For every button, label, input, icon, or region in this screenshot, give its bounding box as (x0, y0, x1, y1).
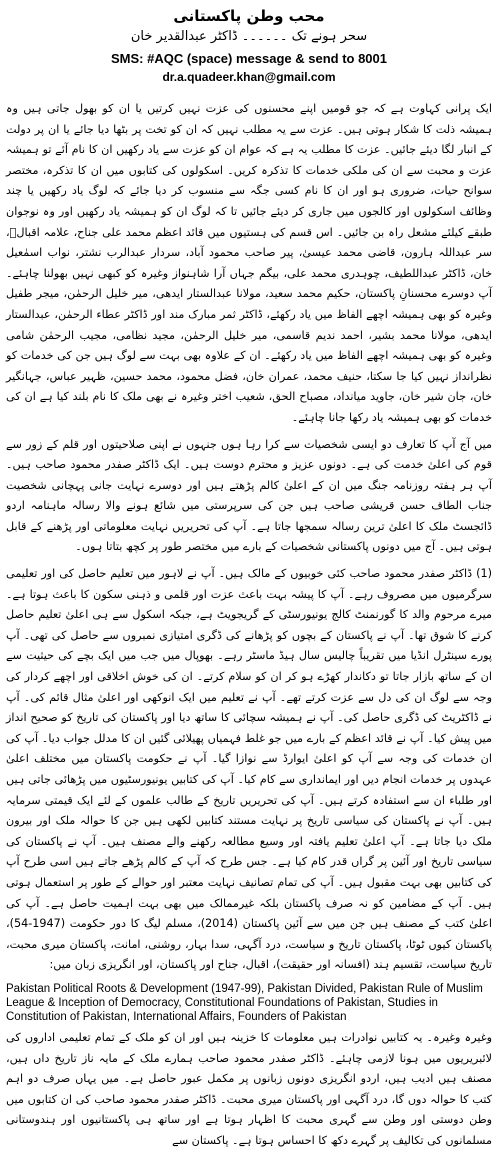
article-body (6, 99, 492, 976)
english-book-titles: Pakistan Political Roots & Development (1947-99), Pakistan Divided, Pakistan Rule of Muslim League & Inception of Democracy, Constitutional Foundations of Pakistan, Studies in Constitution of Pakistan, International Affairs, Founders of Pakistan (6, 982, 483, 1023)
article-paragraph: (1) ڈاکٹر صفدر محمود صاحب کئی خوبیوں کے مالک ہیں۔ آپ نے لاہور میں تعلیم حاصل کی اور تعلیمی سرگرمیوں میں مصروف رہے۔ آپ کا پیشہ بہت باعث عزت اور قلمی و ذہنی سکون کا باعث ہوتا ہے۔ میرے مرحوم والد کا گورنمنٹ کالج یونیورسٹی کے گریجویٹ ہے، جبکہ اسکول سے ہی اعلیٰ تعلیم حاصل کرنے کا شوق تھا۔ آپ نے پاکستان کے بچوں کو پڑھانے کی ڈگری امتیازی نمبروں سے حاصل کی تھی۔ آپ پورے سینٹرل انڈیا میں تقریباً چالیس سال ہیڈ ماسٹر رہے۔ بھوپال میں جب میں ایک بچے کی حیثیت سے ان کے ساتھ بازار جاتا تو دکاندار کھڑے ہو کر ان کو سلام کرتے۔ ان کی خوش اخلاقی اور اچھے کردار کی وجہ سے لوگ ان کی دل سے عزت کرتے تھے۔ آپ نے تعلیم میں ایک انوکھی اور اعلیٰ مثال قائم کی۔ آپ نے ڈاکٹریٹ کی ڈگری حاصل کی۔ آپ نے ہمیشہ سچائی کا ساتھ دیا اور پاکستان کی تاریخ کو صحیح انداز میں پیش کیا۔ آپ نے قائد اعظم کے بارے میں جو غلط فہمیاں پھیلائی گئیں ان کا مدلل جواب دیا۔ آپ کی ان خدمات کی وجہ سے آپ کو اعلیٰ ایوارڈ سے نوازا گیا۔ آپ نے حکومت پاکستان میں مختلف اعلیٰ عہدوں پر خدمات انجام دیں اور ایمانداری سے کام کیا۔ آپ کی کتابیں یونیورسٹیوں میں پڑھائی جاتی ہیں اور طلباء ان سے استفادہ کرتے ہیں۔ آپ کی تحریریں تاریخ کے طالب علموں کے لئے ایک قیمتی سرمایہ ہیں۔ آپ نے پاکستان کی سیاسی تاریخ پر نہایت مستند کتابیں لکھی ہیں جن کا حوالہ ملک اور بیرون ملک دیا جاتا ہے۔ آپ اعلیٰ تعلیم یافتہ اور وسیع مطالعہ رکھنے والے مصنف ہیں۔ آپ نے پاکستان کی سیاسی تاریخ اور آئین پر گراں قدر کام کیا ہے۔ جس طرح کہ آپ کے کالم پڑھے جاتے ہیں اسی طرح آپ کی کتابیں بھی بہت مقبول ہیں۔ آپ کی تمام تصانیف نہایت معتبر اور حوالے کے طور پر استعمال ہوتی ہیں۔ آپ کے مضامین کو نہ صرف پاکستان بلکہ غیرممالک میں بھی بہت اہمیت حاصل ہے۔ آپ کی اعلیٰ کتب کے مصنف ہیں جن میں سے آئین پاکستان (2014)، مسلم لیگ کا دور حکومت (1947-54)، پاکستان کیوں ٹوٹا، پاکستان تاریخ و سیاست، درد آگہی، سدا بہار، روشنی، امانت، پاکستان میری محبت، تاریخ سیاست، تقسیم ہند (افسانہ اور حقیقت)، اقبال، جناح اور پاکستان، اور انگریزی زبان میں: (6, 567, 492, 972)
article-byline: سحر ہونے تک ۔۔۔۔۔۔ ڈاکٹر عبدالقدیر خان (130, 29, 368, 44)
author-email: dr.a.quadeer.khan@gmail.com (162, 70, 336, 84)
article-body-continued (6, 1028, 492, 1152)
article-paragraph: میں آج آپ کا تعارف دو ایسی شخصیات سے کرا رہا ہوں جنہوں نے اپنی صلاحیتوں اور قلم کے زور سے قوم کی اعلیٰ خدمت کی ہے۔ دونوں عزیز و محترم دوست ہیں۔ ایک ڈاکٹر صفدر محمود صاحب ہیں۔ آپ ہر ہفتہ روزنامہ جنگ میں ان کے اعلیٰ کالم پڑھتے ہیں اور دوسرے نہایت جانی پہچانی شخصیت جناب الطاف حسن قریشی صاحب ہیں جن کی سرپرستی میں شائع ہونے والا رسالہ ماہنامہ اردو ڈائجسٹ ملک کا اعلیٰ ترین رسالہ سمجھا جاتا ہے۔ آپ کی تحریریں نہایت معلوماتی اور پڑھنے کے قابل ہوتی ہیں۔ آج میں دونوں پاکستانی شخصیات کے بارے میں مختصر طور پر کچھ بتاتا ہوں۔ (6, 437, 492, 554)
article-paragraph: ایک پرانی کہاوت ہے کہ جو قومیں اپنے محسنوں کی عزت نہیں کرتیں یا ان کو بھول جاتی ہیں وہ ہمیشہ ذلت کا شکار ہوتی ہیں۔ عزت سے یہ مطلب نہیں کہ ان کو تخت پر بٹھا دیا جائے یا ان پر دولت کے انبار لگا دیئے جائیں۔ عزت کا مطلب یہ ہے کہ عوام ان کو عزت سے یاد رکھیں ان کا نام آئے تو ہمیشہ عزت و محبت سے ان کی ملکی خدمات کا تذکرہ کریں۔ اسکولوں کی کتابوں میں ان کا تذکرہ، مختصر سوانح حیات، ضروری ہو اور ان کا نام کسی جگہ سے منسوب کر دیا جائے کہ لوگ یاد رکھیں یا چند وظائف اسکولوں اور کالجوں میں جاری کر دیئے جائیں تا کہ لوگ ان کو ہمیشہ یاد رکھیں اور وہ نوجوان طبقے کیلئے مشعل راہ بن جائیں۔ اس قسم کی ہستیوں میں قائد اعظم محمد علی جناح، علامہ اقبالؒ، سر عبداللہ ہارون، قاضی محمد عیسیٰ، پیر صاحب محمود آباد، سردار عبدالرب نشتر، نواب اسمٰعیل خان، ڈاکٹر عبداللطیف، چوہدری محمد علی، بیگم جہاں آرا شاہنواز وغیرہ کو کبھی نہیں بھولنا چاہئے۔ آپ دوسرے محسنانِ پاکستان، حکیم محمد سعید، مولانا عبدالستار ایدھی، میر خلیل الرحمٰن، میجر طفیل وغیرہ کو بھی ہمیشہ اچھے الفاظ میں یاد رکھئے، ڈاکٹر ثمر مبارک مند اور ڈاکٹر عطاء الرحمٰن، عبدالستار ایدھی، مولانا محمد بشیر، احمد ندیم قاسمی، میر خلیل الرحمٰن، مجید نظامی، مجیب الرحمٰن شامی وغیرہ کو بھی ہمیشہ اچھے الفاظ میں یاد رکھئے۔ ان کے علاوہ بھی بہت سے لوگ ہیں جن کی خدمات کو نظرانداز نہیں کیا جا سکتا، حنیف محمد، عمران خان، فضل محمود، محمد حسین، ظہیر عباس، جہانگیر خان، جان شیر خان، جاوید میانداد، مصباح الحق، شعیب اختر وغیرہ نے بھی ملک کا نام بلند کیا ہے ان کی خدمات کو بھی ہمیشہ یاد رکھا جانا چاہئے۔ (6, 102, 492, 424)
article-paragraph: وغیرہ وغیرہ۔ یہ کتابیں نوادرات ہیں معلومات کا خزینہ ہیں اور ان کو ملک کے تمام تعلیمی اداروں کی لائبریریوں میں ہونا لازمی چاہئے۔ ڈاکٹر صفدر محمود صاحب ہمارے ملک کے مایہ ناز تاریخ داں ہیں، مصنف ہیں ادیب ہیں، اردو انگریزی دونوں زبانوں پر مکمل عبور حاصل ہے۔ میں یہاں صرف دو اہم کتب کا حوالہ دوں گا، درد آگہی اور پاکستان میری محبت۔ ڈاکٹر صفدر محمود صاحب کی ان کتابوں میں وطن دوستی اور وطن سے گہری محبت کا اظہار ہوتا ہے اور ساتھ ہی پاکستانیوں اور ہندوستانی مسلمانوں کی تکالیف پر گہرے دکھ کا احساس ہوتا ہے۔ پاکستان سے (6, 1030, 492, 1147)
sms-instruction: SMS: #AQC (space) message & send to 8001 (111, 51, 387, 66)
article-title: محب وطن پاکستانی (173, 7, 325, 25)
